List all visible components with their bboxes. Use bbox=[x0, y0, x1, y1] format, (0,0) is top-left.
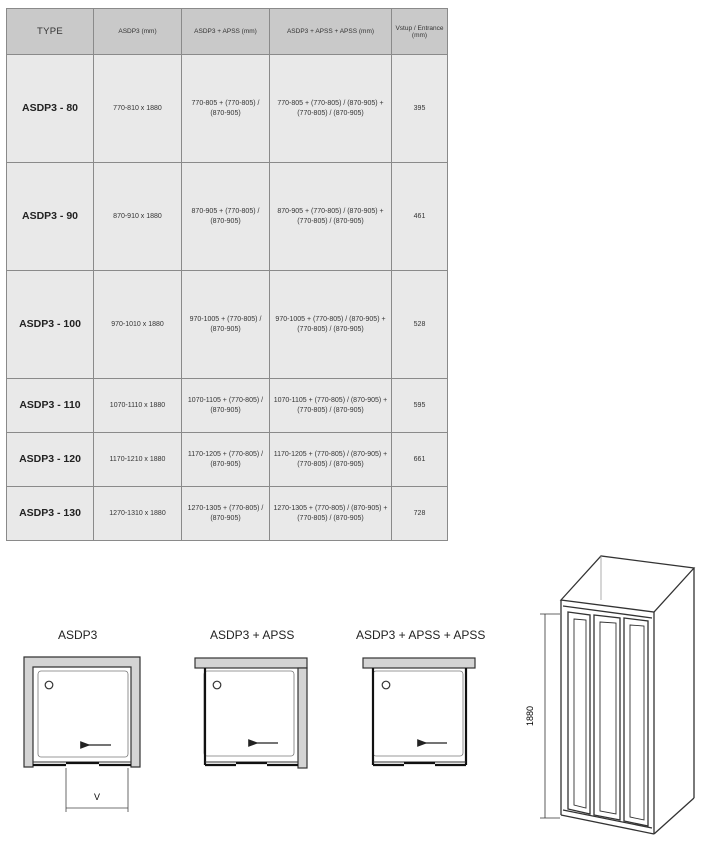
apss-cell: 870-905 + (770-805) / (870-905) bbox=[182, 163, 270, 271]
entrance-cell: 461 bbox=[392, 163, 448, 271]
plan-asdp3-apss-apss bbox=[363, 658, 475, 765]
asdp3-cell: 1170-1210 x 1880 bbox=[94, 433, 182, 487]
apss2-cell: 870-905 + (770-805) / (870-905) + (770-805) / (870-905) bbox=[270, 163, 392, 271]
diagram-canvas bbox=[0, 540, 702, 851]
apss-cell: 770-805 + (770-805) / (870-905) bbox=[182, 55, 270, 163]
entrance-cell: 528 bbox=[392, 271, 448, 379]
table-row bbox=[7, 487, 448, 541]
label-asdp3-apss-apss: ASDP3 + APSS + APSS bbox=[356, 628, 486, 642]
header-type: TYPE bbox=[7, 9, 94, 55]
type-cell: ASDP3 - 100 bbox=[7, 271, 94, 379]
entrance-cell: 728 bbox=[392, 487, 448, 541]
header-asdp3: ASDP3 (mm) bbox=[94, 9, 182, 55]
header-entrance: Vstup / Entrance (mm) bbox=[392, 9, 448, 55]
apss-cell: 970-1005 + (770-805) / (870-905) bbox=[182, 271, 270, 379]
apss2-cell: 1270-1305 + (770-805) / (870-905) + (770-805) / (870-905) bbox=[270, 487, 392, 541]
entrance-cell: 395 bbox=[392, 55, 448, 163]
label-asdp3-apss: ASDP3 + APSS bbox=[210, 628, 295, 642]
entrance-cell: 595 bbox=[392, 379, 448, 433]
type-cell: ASDP3 - 110 bbox=[7, 379, 94, 433]
apss2-cell: 1070-1105 + (770-805) / (870-905) + (770-805) / (870-905) bbox=[270, 379, 392, 433]
table-row bbox=[7, 433, 448, 487]
apss-cell: 1170-1205 + (770-805) / (870-905) bbox=[182, 433, 270, 487]
plan-asdp3 bbox=[24, 657, 140, 812]
apss-cell: 1270-1305 + (770-805) / (870-905) bbox=[182, 487, 270, 541]
height-dim-label: 1880 bbox=[525, 705, 535, 727]
table-header-row bbox=[7, 9, 448, 55]
type-cell: ASDP3 - 90 bbox=[7, 163, 94, 271]
type-cell: ASDP3 - 130 bbox=[7, 487, 94, 541]
apss2-cell: 770-805 + (770-805) / (870-905) + (770-805) / (870-905) bbox=[270, 55, 392, 163]
type-cell: ASDP3 - 120 bbox=[7, 433, 94, 487]
entrance-cell: 661 bbox=[392, 433, 448, 487]
asdp3-cell: 970-1010 x 1880 bbox=[94, 271, 182, 379]
table-row bbox=[7, 271, 448, 379]
installation-diagrams bbox=[0, 540, 702, 851]
spec-table bbox=[6, 8, 448, 541]
apss2-cell: 970-1005 + (770-805) / (870-905) + (770-805) / (870-905) bbox=[270, 271, 392, 379]
label-asdp3: ASDP3 bbox=[58, 628, 98, 642]
table-row bbox=[7, 55, 448, 163]
plan-asdp3-apss bbox=[195, 658, 307, 768]
enclosure-isometric bbox=[540, 556, 694, 834]
type-cell: ASDP3 - 80 bbox=[7, 55, 94, 163]
asdp3-cell: 770-810 x 1880 bbox=[94, 55, 182, 163]
header-asdp3-apss: ASDP3 + APSS (mm) bbox=[182, 9, 270, 55]
asdp3-cell: 1070-1110 x 1880 bbox=[94, 379, 182, 433]
table-row bbox=[7, 163, 448, 271]
table-row bbox=[7, 379, 448, 433]
asdp3-cell: 870-910 x 1880 bbox=[94, 163, 182, 271]
apss2-cell: 1170-1205 + (770-805) / (870-905) + (770-805) / (870-905) bbox=[270, 433, 392, 487]
header-asdp3-apss-apss: ASDP3 + APSS + APSS (mm) bbox=[270, 9, 392, 55]
asdp3-cell: 1270-1310 x 1880 bbox=[94, 487, 182, 541]
entrance-dim-label: V bbox=[93, 792, 101, 802]
apss-cell: 1070-1105 + (770-805) / (870-905) bbox=[182, 379, 270, 433]
